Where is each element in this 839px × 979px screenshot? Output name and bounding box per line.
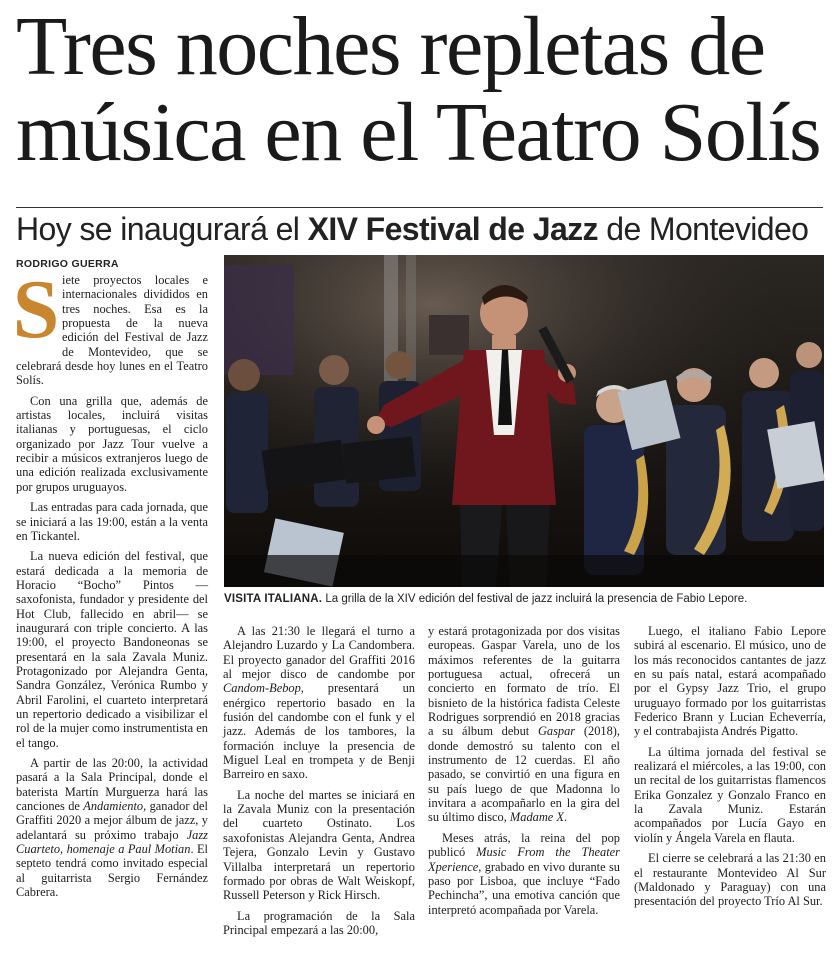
headline: Tres noches repletas de música en el Teatro Solís bbox=[16, 0, 821, 179]
caption-text: La grilla de la XIV edición del festival de jazz incluirá la presencia de Fabio Lepore. bbox=[322, 593, 748, 605]
paragraph-intro-text: iete proyectos locales e internacionales divididos en tres noches. Esa es la propuesta de la nueva edición del Festival de Jazz de Montevideo, que se celebrará desde hoy lunes en el Teatro Solís. bbox=[16, 273, 208, 388]
paragraph: La programación de la Sala Principal empezará a las 20:00, bbox=[223, 908, 415, 937]
caption-title: VISITA ITALIANA. bbox=[224, 593, 323, 605]
paragraph: El cierre se celebrará a las 21:30 en el restaurante Montevideo Al Sur (Maldonado y Paraguay) con una presentación del proyecto Trío Al Sur. bbox=[634, 851, 826, 909]
paragraph: La noche del martes se iniciará en la Zavala Muniz con la presentación del cuarteto Ostinato. Los saxofonistas Alejandra Genta, Andrea Tejera, Gonzalo Levin y Gustavo Villalba interpretará un repertorio formado por obras de Walt Weiskopf, Russell Peterson y Rick Hirsch. bbox=[223, 787, 415, 903]
subheadline-festival-name: XIV Festival de Jazz bbox=[307, 211, 598, 247]
paragraph: Meses atrás, la reina del pop publicó Music From the Theater Xperience, grabado en vivo durante su paso por Lisboa, que incluye “Fado Pechincha”, una emotiva canción que interpretó acompañada por Varela. bbox=[428, 830, 620, 917]
paragraph: A las 21:30 le llegará el turno a Alejandro Luzardo y La Candombera. El proyecto ganador del Graffiti 2016 al mejor disco de candombe por Candom-Bebop, presentará un enérgico repertorio basado en la fusión del candombe con el funk y el jazz. Además de los tambores, la formación incluye la presencia de Miguel Leal en trompeta y de Benji Barreiro en saxo. bbox=[223, 624, 415, 782]
drop-cap bbox=[12, 263, 60, 356]
article-column-2 bbox=[223, 624, 415, 943]
subheadline bbox=[16, 210, 826, 248]
photo-caption bbox=[224, 592, 829, 606]
concert-photo bbox=[224, 255, 824, 587]
subheadline-tail: de Montevideo bbox=[597, 211, 809, 247]
paragraph: Las entradas para cada jornada, que se iniciará a las 19:00, están a la venta en Tickantel. bbox=[16, 500, 208, 543]
paragraph: y estará protagonizada por dos visitas europeas. Gaspar Varela, uno de los máximos referentes de la guitarra portuguesa actual, ofrecerá un concierto en formato de trío. El bisnieto de la histórica fadista Celeste Rodrigues sorprendió en 2018 gracias a su álbum debut Gaspar (2018), donde demostró su talento con el instrumento de 12 cuerdas. El año pasado, se convirtió en una figura en su país luego de que Madonna lo invitara a acompañarlo en la gira del su último disco, Madame X. bbox=[428, 624, 621, 825]
byline: RODRIGO GUERRA bbox=[16, 258, 119, 270]
concert-photo-illustration bbox=[224, 255, 824, 587]
paragraph: La última jornada del festival se realizará el miércoles, a las 19:00, con un recital de los guitarristas flamencos Erika Gonzalez y Gonzalo Franco en la Zavala Muniz. Estarán acompañados por Lucía Gayo en violín y Ángela Varela en flauta. bbox=[634, 744, 826, 845]
article-column-3 bbox=[428, 624, 620, 923]
subheadline-lead: Hoy se inaugurará el bbox=[16, 211, 308, 247]
headline-divider bbox=[16, 207, 823, 208]
svg-text:S: S bbox=[12, 263, 60, 356]
paragraph: Luego, el italiano Fabio Lepore subirá al escenario. El músico, uno de los más reconocidos cantantes de jazz en su país natal, estará acompañado por el Gypsy Jazz Trio, el grupo uruguayo formado por los guitarristas Federico Brann y Lucian Echeverría, y el contrabajista Andrés Pigatto. bbox=[634, 624, 826, 739]
paragraph: A partir de las 20:00, la actividad pasará a la Sala Principal, donde el baterista Martín Murguerza hará las canciones de Andamiento, ganador del Graffiti 2020 a mejor álbum de jazz, y adelantará su próximo trabajo Jazz Cuarteto, homenaje a Paul Motian. El septeto tendrá como invitado especial al guitarrista Sergio Fernández Cabrera. bbox=[16, 756, 208, 900]
paragraph: Con una grilla que, además de artistas locales, incluirá visitas italianas y portuguesas, el ciclo organizado por Jazz Tour vuelve a recibir a músicos extranjeros luego de una edición realizada exclusivamente por grupos uruguayos. bbox=[16, 393, 208, 494]
paragraph: La nueva edición del festival, que estará dedicada a la memoria de Horacio “Bocho” Pintos —saxofonista, fundador y presidente del Hot Club, fallecido en abril— se inaugurará con triple concierto. A las 19:00, el proyecto Bandoneonas se presentará en la sala Zavala Muniz. Protagonizado por Alejandra Genta, Sandra González, Verónica Rumbo y Abril Farolini, el cuarteto interpretará un repertorio dedicado a visibilizar el rol de la mujer como instrumentista en el tango. bbox=[16, 549, 208, 750]
article-column-4 bbox=[634, 624, 826, 915]
